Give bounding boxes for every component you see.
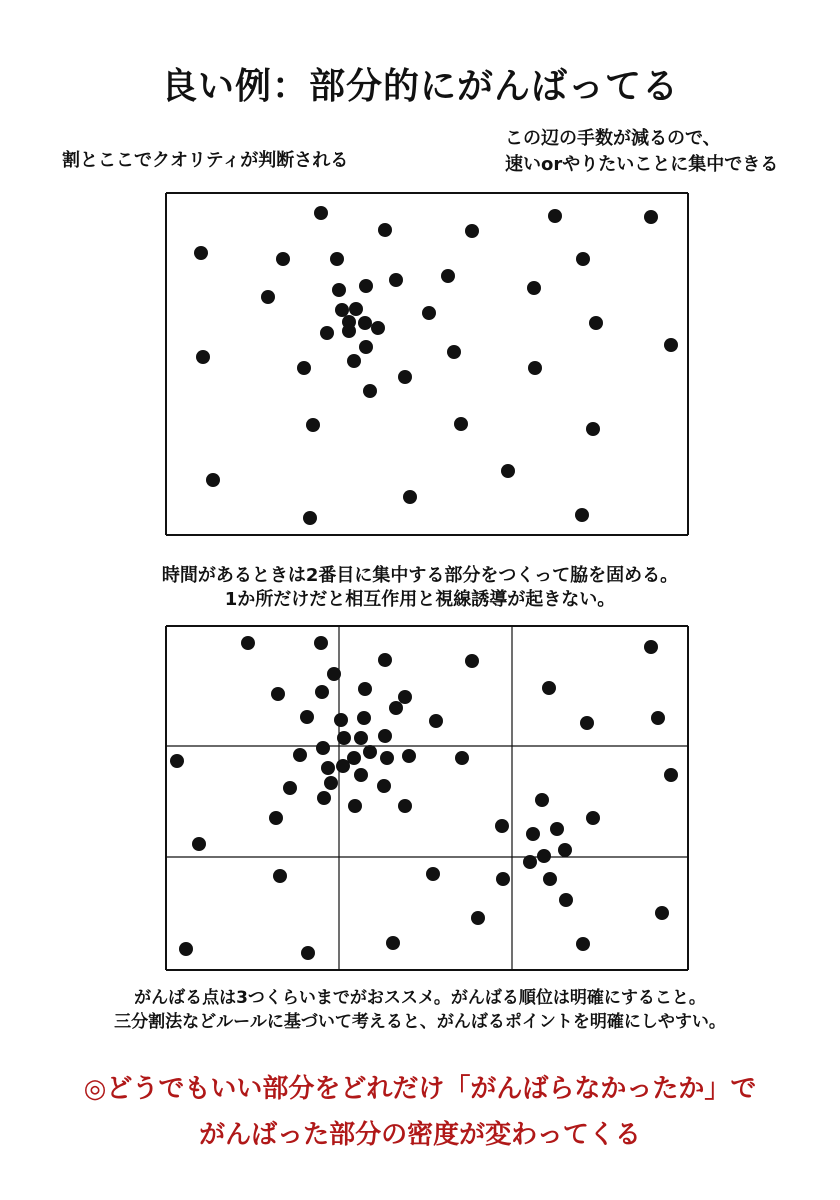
dot: [194, 246, 208, 260]
dot: [528, 361, 542, 375]
note-left: 割とここでクオリティが判断される: [62, 150, 349, 171]
mid-caption: [0, 564, 840, 612]
note-right-line-2: 速いorやりたいことに集中できる: [505, 154, 779, 175]
dot: [586, 422, 600, 436]
dot: [501, 464, 515, 478]
conclusion: [0, 1066, 840, 1158]
dot: [454, 417, 468, 431]
dots-group-panel-1: [194, 206, 678, 525]
dot: [358, 316, 372, 330]
dot: [261, 290, 275, 304]
dot: [320, 326, 334, 340]
dot: [422, 306, 436, 320]
dot: [330, 252, 344, 266]
dot: [548, 209, 562, 223]
dot: [363, 384, 377, 398]
mid-caption-line-1: 時間があるときは2番目に集中する部分をつくって脇を固める。: [161, 565, 679, 586]
dot: [527, 281, 541, 295]
dot: [349, 302, 363, 316]
dot: [359, 279, 373, 293]
dot: [297, 361, 311, 375]
dot: [314, 206, 328, 220]
page-title: 良い例：部分的にがんばってる: [160, 66, 679, 107]
dot: [276, 252, 290, 266]
dot: [335, 303, 349, 317]
dot: [332, 283, 346, 297]
dot: [371, 321, 385, 335]
dot: [441, 269, 455, 283]
dot: [196, 350, 210, 364]
dot: [664, 338, 678, 352]
bottom-caption-line-2: 三分割法などルールに基づいて考えると、がんばるポイントを明確にしやすい。: [114, 1012, 726, 1032]
dot: [465, 224, 479, 238]
dot: [306, 418, 320, 432]
dot: [303, 511, 317, 525]
mid-caption-line-2: 1か所だけだと相互作用と視線誘導が起きない。: [224, 589, 616, 610]
dot: [576, 252, 590, 266]
dot: [342, 324, 356, 338]
dot: [378, 223, 392, 237]
note-right-line-1: この辺の手数が減るので、: [505, 128, 721, 149]
bottom-caption-line-1: がんばる点は3つくらいまでがおススメ。がんばる順位は明確にすること。: [134, 988, 706, 1008]
dot: [403, 490, 417, 504]
dot: [398, 370, 412, 384]
dot: [206, 473, 220, 487]
bottom-caption: [0, 986, 840, 1034]
dot: [589, 316, 603, 330]
dot: [389, 273, 403, 287]
conclusion-line-1: ◎どうでもいい部分をどれだけ「がんばらなかったか」で: [83, 1074, 757, 1104]
dot: [359, 340, 373, 354]
dot: [575, 508, 589, 522]
dot: [447, 345, 461, 359]
conclusion-line-2: がんばった部分の密度が変わってくる: [199, 1120, 641, 1150]
dot: [644, 210, 658, 224]
dot: [347, 354, 361, 368]
